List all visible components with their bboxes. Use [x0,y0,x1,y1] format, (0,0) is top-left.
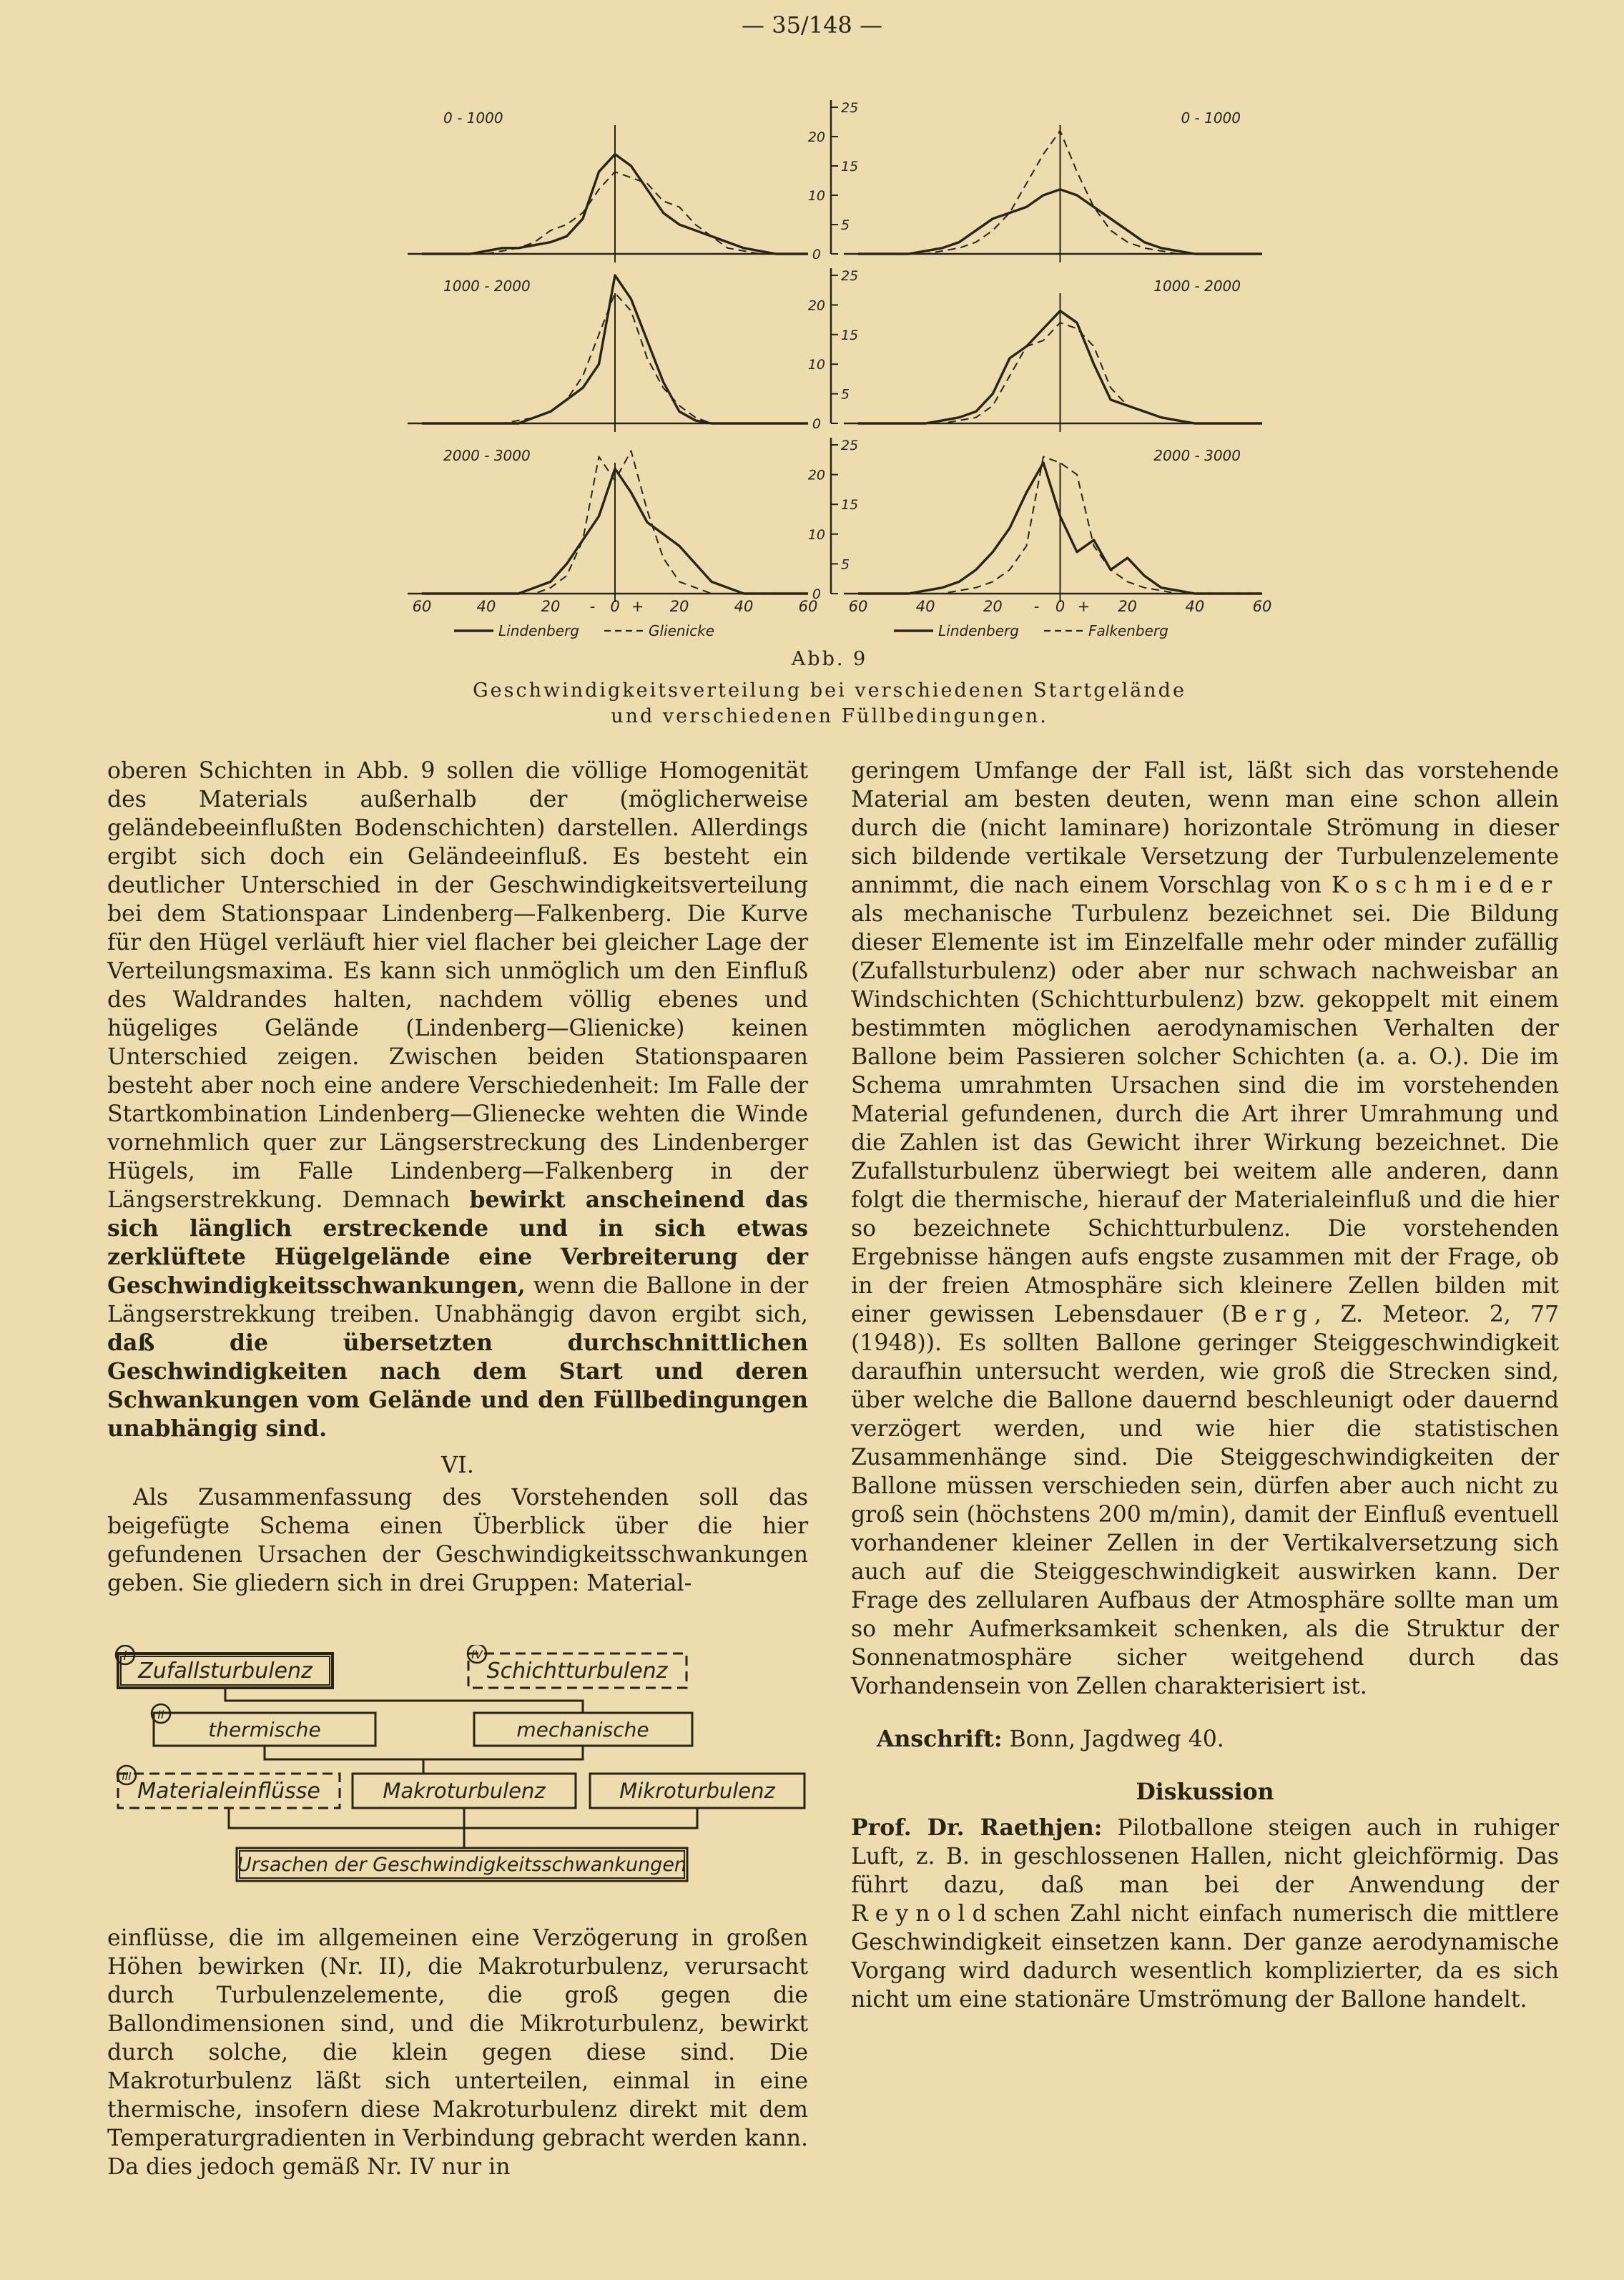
panel-label: 2000 - 3000 [1153,447,1241,464]
author-name: Berg [1230,1302,1314,1327]
figure-label: Abb. 9 [791,648,868,670]
left-column-top [107,757,808,1598]
left-paragraph-3: einflüsse, die im allgemeinen eine Verzögerung in großen Höhen bewirken (Nr. II), die Makroturbulenz, verursacht durch Turbulenzelemente, die groß gegen die Ballondimensionen sind, und die Mikroturbulenz, bewirkt durch solche, die klein gegen diese sind. Die Makroturbulenz läßt sich unterteilen, einmal in eine thermische, insofern diese Makroturbulenz direkt mit dem Temperaturgradienten in Verbindung gebracht werden kann. Da dies jedoch gemäß Nr. IV nur in [107,1925,808,2180]
y-tick-label: 25 [841,438,859,453]
legend-label: Falkenberg [1088,622,1168,639]
figure-caption [386,678,1273,729]
x-tick-label: 40 [915,598,935,615]
box-mikroturbulenz: Mikroturbulenz [619,1779,775,1803]
y-tick-label: 10 [807,357,825,373]
x-tick-label: 0 [1055,598,1066,615]
scheme-number: II [157,1708,164,1721]
text: schen Zahl nicht einfach numerisch die mittlere Geschwindigkeit einsetzen kann. Der ganze aerodynamische Vorgang wird dadurch wesentlich komplizierter, da es sich nicht um eine stationäre Umströmung der Ballone handelt. [851,1901,1559,2013]
bold-text: bewirkt anscheinend das sich länglich erstreckende und in sich etwas zerklüftete Hügelgelände eine Verbreiterung der Geschwindigkeitsschwankungen, [107,1186,808,1299]
discussion-title: Diskussion [1136,1779,1274,1805]
x-tick-label: 60 [1252,598,1272,615]
box-zufallsturbulenz: Zufallsturbulenz [138,1659,313,1684]
caption-line-1: Geschwindigkeitsverteilung bei verschiedenen Startgelände [473,679,1186,702]
box-thermische: thermische [208,1718,321,1741]
box-schichtturbulenz: Schichtturbulenz [486,1659,668,1684]
panel-label: 1000 - 2000 [443,277,531,295]
caption-line-2: und verschiedenen Füllbedingungen. [611,705,1048,727]
bold-text: daß die übersetzten durchschnittlichen Geschwindigkeiten nach dem Start und deren Schwankungen vom Gelände und den Füllbedingungen unabhängig sind. [107,1330,808,1442]
address-label: Anschrift: [877,1726,1003,1752]
address [851,1725,1559,1754]
x-tick-label: 60 [798,598,818,615]
panel-label: 1000 - 2000 [1153,277,1241,295]
x-tick-label: 60 [848,598,868,615]
text: oberen Schichten in Abb. 9 sollen die völlige Homogenität des Materials außerhalb der (möglicherweise geländebeeinflußten Bodenschichten) darstellen. Allerdings ergibt sich doch ein Geländeeinfluß. Es besteht ein deutlicher Unterschied in der Geschwindigkeitsverteilung bei dem Stationspaar Lindenberg—Falkenberg. Die Kurve für den Hügel verläuft hier viel flacher bei gleicher Lage der Verteilungsmaxima. Es kann sich unmöglich um den Einfluß des Waldrandes halten, nachdem völlig ebenes und hügeliges Gelände (Lindenberg—Glienicke) keinen Unterschied zeigen. Zwischen beiden Stationspaaren besteht aber noch eine andere Verschiedenheit: Im Falle der Startkombination Lindenberg—Glienecke wehten die Winde vornehmlich quer zur Längserstreckung des Lindenberger Hügels, im Falle Lindenberg—Falkenberg in der Längserstrekkung. Demnach [107,758,808,1213]
section-heading: VI. [441,1451,474,1478]
left-paragraph-2: Als Zusammenfassung des Vorstehenden soll das beigefügte Schema einen Überblick über die hier gefundenen Ursachen der Geschwindigkeitsschwankungen geben. Sie gliedern sich in drei Gruppen: Material- [107,1485,808,1596]
author-name: Reynold [851,1901,994,1927]
y-tick-label: 0 [812,586,821,602]
y-tick-label: 20 [807,298,825,314]
x-tick-label: 0 [610,598,620,615]
x-tick-label: 20 [1118,598,1138,615]
panel-label: 0 - 1000 [443,109,503,127]
y-tick-label: 20 [807,467,825,483]
panel-label: 2000 - 3000 [443,447,531,464]
x-tick-label: 40 [1185,598,1205,615]
scheme-number: IV [471,1648,483,1661]
y-tick-label: 5 [841,386,850,403]
scheme-diagram [111,1645,812,1888]
text: , Z. Meteor. 2, 77 (1948)). Es sollten Ballone geringer Steiggeschwindigkeit daraufhin untersucht werden, wie groß die Strecken sind, über welche die Ballone dauernd beschleunigt oder dauernd verzögert werden, und wie hier die statistischen Zusammenhänge sind. Die Steiggeschwindigkeiten der Ballone müssen verschieden sein, dürfen aber auch nicht zu groß sein (höchstens 200 m/min), damit der Einfluß eventuell vorhandener kleiner Zellen in der Vertikalversetzung sich auch auf die Steiggeschwindigkeit auswirken kann. Der Frage des zellularen Aufbaus der Atmosphäre sollte man um so mehr Aufmerksamkeit schenken, als die Struktur der Sonnenatmosphäre sicher weitgehend durch das Vorhandensein von Zellen charakterisiert ist. [851,1302,1559,1699]
address-value: Bonn, Jagdweg 40. [1009,1726,1224,1752]
y-tick-label: 0 [812,416,821,432]
text: wenn die Ballone in der Längserstrekkung treiben. Unabhängig davon ergibt sich, [107,1273,809,1327]
x-tick-label: 20 [983,598,1003,615]
right-column [851,757,1559,2014]
scheme-number: III [122,1770,132,1783]
panel-label: 0 - 1000 [1181,109,1241,127]
y-tick-label: 15 [841,497,859,514]
author-name: Koschmieder [1331,873,1560,898]
y-tick-label: 10 [807,188,825,204]
legend-label: Lindenberg [938,622,1019,639]
y-tick-label: 25 [841,100,859,116]
y-tick-label: 20 [807,129,825,145]
box-mechanische: mechanische [516,1718,649,1741]
box-makroturbulenz: Makroturbulenz [383,1779,546,1803]
left-column-bottom [107,1924,808,2181]
box-ursachen: Ursachen der Geschwindigkeitsschwankungen [237,1854,687,1876]
left-paragraph-1 [107,757,808,1443]
text: als mechanische Turbulenz bezeichnet sei. Die Bildung dieser Elemente ist im Einzelfalle mehr oder minder zufällig (Zufallsturbulenz) oder aber nur schwach nachweisbar an Windschichten (Schichtturbulenz) bzw. gekoppelt mit einem bestimmten möglichen aerodynamischen Verhalten der Ballone beim Passieren solcher Schichten (a. a. O.). Die im Schema umrahmten Ursachen sind die im vorstehenden Material gefundenen, durch die Art ihrer Umrahmung und die Zahlen ist das Gewicht ihrer Wirkung bezeichnet. Die Zufallsturbulenz überwiegt bei weitem alle anderen, dann folgt die thermische, hierauf der Materialeinfluß und die hier so bezeichnete Schichtturbulenz. Die vorstehenden Ergebnisse hängen aufs engste zusammen mit der Frage, ob in der freien Atmosphäre sich kleinere Zellen bilden mit einer gewissen Lebensdauer ( [851,901,1559,1327]
speaker: Prof. Dr. Raethjen: [851,1814,1103,1841]
box-materialeinfluesse: Materialeinflüsse [137,1779,320,1804]
x-tick-label: - [1033,598,1040,615]
y-tick-label: 15 [841,159,859,175]
x-tick-label: + [631,598,644,615]
y-tick-label: 5 [841,556,850,573]
legend-label: Glienicke [649,622,715,639]
y-tick-label: 0 [812,247,821,262]
y-tick-label: 15 [841,327,859,343]
page-number: — 35/148 — [742,11,882,39]
scheme-number: I [123,1648,127,1664]
x-tick-label: 40 [734,598,754,615]
x-tick-label: - [589,598,596,615]
text: geringem Umfange der Fall ist, läßt sich das vorstehende Material am besten deuten, wenn man eine schon allein durch die (nicht laminare) horizontale Strömung in dieser sich bildende vertikale Versetzung der Turbulenzelemente annimmt, die nach einem Vorschlag von [851,758,1559,898]
legend-label: Lindenberg [498,622,579,639]
text: Pilotballone steigen auch in ruhiger Luft, z. B. in geschlossenen Hallen, nicht gleichförmig. Das führt dazu, daß man bei der Anwendung der [851,1815,1559,1898]
discussion-paragraph [851,1814,1559,2014]
y-tick-label: 25 [841,268,859,284]
x-tick-label: 40 [476,598,496,615]
right-paragraph-1 [851,757,1559,1701]
x-tick-label: 20 [669,598,689,615]
x-tick-label: 60 [412,598,432,615]
x-tick-label: + [1077,598,1091,615]
y-tick-label: 5 [841,217,850,233]
y-tick-label: 10 [807,526,825,543]
x-tick-label: 20 [541,598,561,615]
figure-velocity-distribution [386,93,1273,644]
